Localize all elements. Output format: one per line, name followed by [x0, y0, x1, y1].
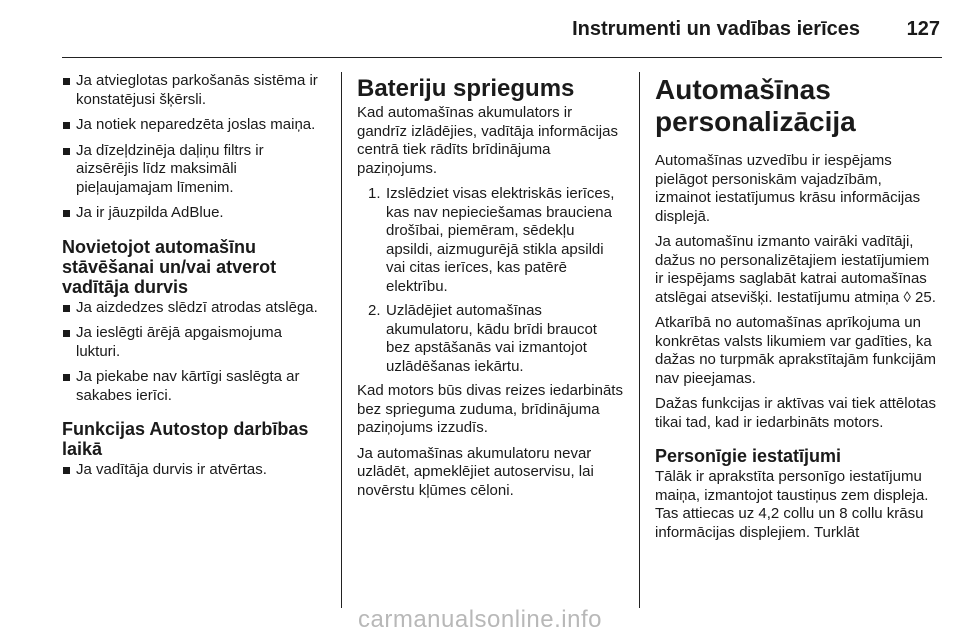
column-divider-2 — [639, 72, 640, 608]
numbered-step — [357, 185, 625, 296]
section-heading-parking: Novietojot automašīnu stāvēšanai un/vai atverot vadītāja durvis — [62, 236, 277, 297]
paragraph: Kad motors būs divas reizes iedarbināts bez sprieguma zuduma, brīdinājuma paziņojums izzudīs. — [357, 382, 623, 436]
column-left — [62, 72, 330, 487]
step-text: Uzlādējiet automašīnas akumulatoru, kādu brīdi braucot bez apstāšanās vai izmantojot uzlādēšanas iekārtu. — [386, 302, 597, 375]
bullet-item: Ja notiek neparedzēta joslas maiņa. — [62, 116, 330, 135]
paragraph: Atkarībā no automašīnas aprīkojuma un konkrētas valsts likumiem var gadīties, ka dažas no turpmāk aprakstītajām funkcijām nav pieejamas. — [655, 314, 936, 387]
step-number: 1. — [368, 185, 381, 202]
bullet-item: Ja ir jāuzpilda AdBlue. — [62, 204, 330, 223]
column-divider-1 — [341, 72, 342, 608]
paragraph: Dažas funkcijas ir aktīvas vai tiek attēlotas tikai tad, kad ir iedarbināts motors. — [655, 395, 936, 431]
column-right — [655, 72, 940, 549]
header-divider — [62, 57, 942, 58]
paragraph: Ja automašīnas akumulatoru nevar uzlādēt, apmeklējiet autoservisu, lai novērstu kļūmes cēloni. — [357, 444, 594, 499]
bullet-item: Ja piekabe nav kārtīgi saslēgta ar sakabes ierīci. — [62, 368, 330, 405]
bullet-item: Ja dīzeļdzinēja daļiņu filtrs ir aizsērējis līdz maksimāli pieļaujamajam līmenim. — [62, 142, 330, 198]
watermark: carmanualsonline.info — [358, 606, 602, 633]
paragraph: Automašīnas uzvedību ir iespējams pielāgot personiskām vajadzībām, izmainot iestatījumus krāsu informācijas displejā. — [655, 152, 921, 225]
page-number: 127 — [906, 18, 940, 40]
section-heading-autostop: Funkcijas Autostop darbības laikā — [62, 419, 309, 459]
chapter-heading-personalization: Automašīnas personalizācija — [655, 74, 856, 137]
section-heading-battery: Bateriju spriegums — [357, 75, 575, 102]
paragraph: Kad automašīnas akumulators ir gandrīz izlādējies, vadītāja informācijas centrā tiek rādīts brīdinājuma paziņojums. — [357, 104, 618, 177]
column-middle — [357, 72, 625, 507]
header-title: Instrumenti un vadības ierīces — [572, 18, 860, 40]
bullet-item: Ja vadītāja durvis ir atvērtas. — [62, 461, 330, 480]
paragraph: Tālāk ir aprakstīta personīgo iestatījumu maiņa, izmantojot taustiņus zem displeja. Tas attiecas uz 4,2 collu un 8 collu krāsu informācijas displejiem. Turklāt — [655, 468, 929, 541]
step-number: 2. — [368, 302, 381, 319]
bullet-item: Ja atvieglotas parkošanās sistēma ir konstatējusi šķērsli. — [62, 72, 330, 109]
section-heading-personal-settings: Personīgie iestatījumi — [655, 446, 842, 466]
step-text: Izslēdziet visas elektriskās ierīces, kas nav nepieciešamas brauciena drošībai, piemēram, sēdekļu apsildi, aizmugurējā stikla apsildi vai citas ierīces, kas patērē elektrību. — [386, 185, 615, 295]
numbered-step — [357, 302, 625, 376]
bullet-item: Ja ieslēgti ārējā apgaismojuma lukturi. — [62, 324, 330, 361]
paragraph: Ja automašīnu izmanto vairāki vadītāji, dažus no personalizētajiem iestatījumiem ir iespējams saglabāt katrai automašīnas atslēgai atsevišķi. Iestatījumu atmiņa ◊ 25. — [655, 233, 936, 306]
bullet-item: Ja aizdedzes slēdzī atrodas atslēga. — [62, 299, 330, 318]
